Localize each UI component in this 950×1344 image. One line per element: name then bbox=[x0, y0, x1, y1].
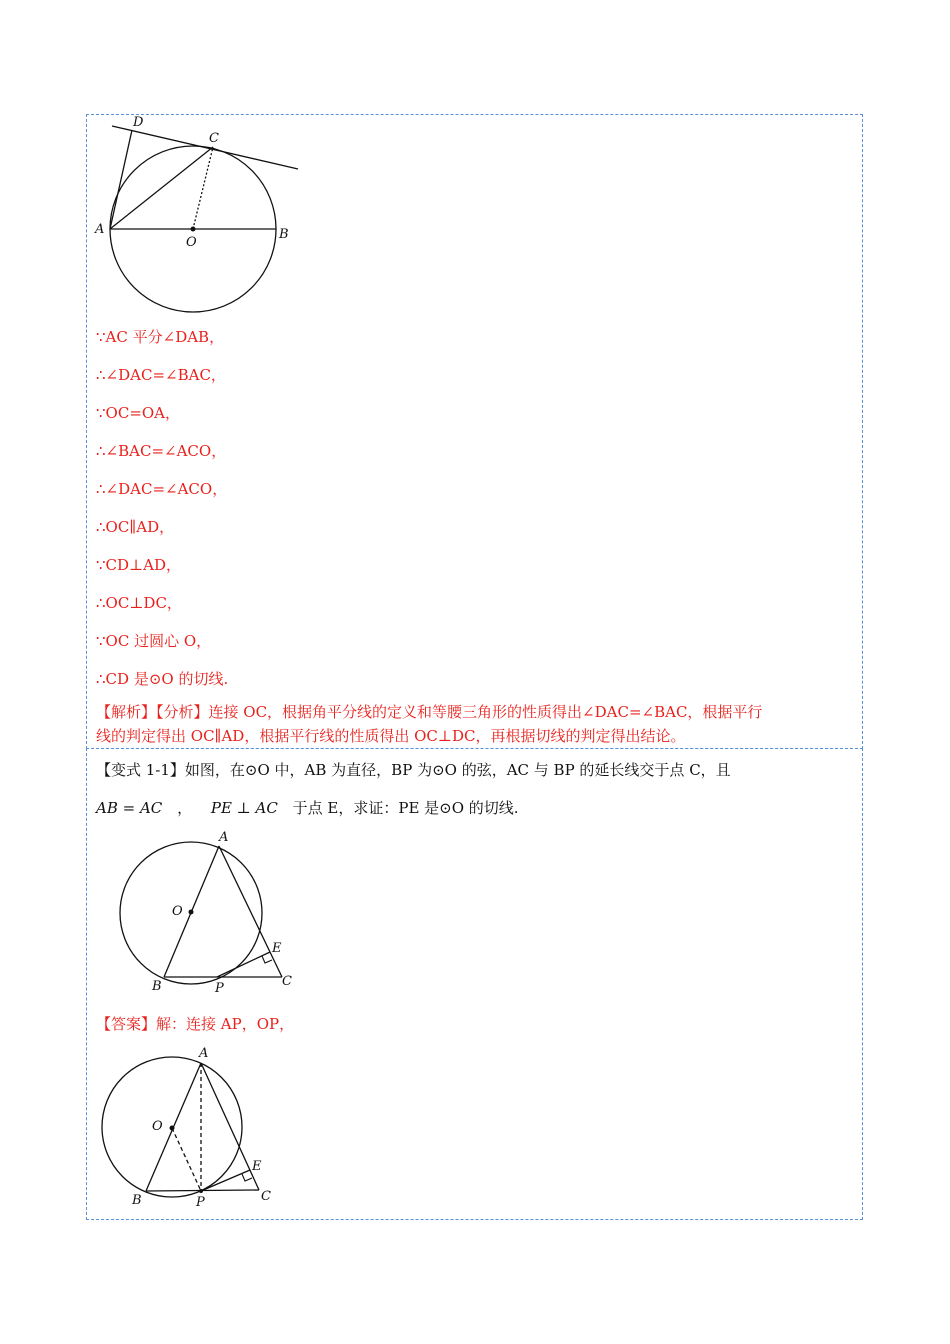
figure-tangent-cd bbox=[90, 110, 310, 320]
label-p: P bbox=[196, 1195, 205, 1210]
tangent-line-dc bbox=[112, 126, 298, 169]
segment-pe bbox=[201, 1170, 250, 1191]
proof-line: ∴OC⊥DC， bbox=[96, 594, 182, 612]
label-o: O bbox=[172, 904, 183, 919]
label-o: O bbox=[152, 1119, 163, 1134]
variant-statement-line-2 bbox=[96, 798, 519, 818]
label-c: C bbox=[209, 131, 219, 146]
right-angle-mark bbox=[242, 1174, 252, 1181]
math-ab-eq-ac: AB = AC bbox=[96, 799, 163, 817]
figure-variant bbox=[110, 826, 310, 998]
variant-statement-rest: 于点 E，求证：PE 是⊙O 的切线. bbox=[292, 799, 519, 817]
analysis-line-2: 线的判定得出 OC∥AD，根据平行线的性质得出 OC⊥DC，再根据切线的判定得出结论。 bbox=[96, 727, 686, 745]
segment-ac bbox=[201, 1063, 259, 1190]
proof-line: ∴OC∥AD， bbox=[96, 518, 175, 536]
proof-line: ∴∠BAC=∠ACO， bbox=[96, 442, 227, 460]
label-a: A bbox=[95, 222, 105, 237]
separator: ， bbox=[177, 799, 193, 817]
center-point-o bbox=[170, 1126, 175, 1131]
proof-line: ∵AC 平分∠DAB， bbox=[96, 328, 225, 346]
answer-text: 解：连接 AP，OP， bbox=[156, 1015, 295, 1033]
label-b: B bbox=[132, 1193, 142, 1208]
answer-prefix: 【答案】 bbox=[96, 1015, 157, 1033]
segment-ac bbox=[219, 846, 282, 977]
label-b: B bbox=[152, 979, 162, 994]
figure-answer bbox=[92, 1040, 292, 1212]
proof-line: ∴∠DAC=∠BAC， bbox=[96, 366, 226, 384]
proof-line: ∵OC=OA， bbox=[96, 404, 181, 422]
point-p bbox=[199, 1189, 203, 1193]
label-a: A bbox=[199, 1046, 209, 1061]
variant-statement-line-1: 【变式 1-1】如图，在⊙O 中，AB 为直径，BP 为⊙O 的弦，AC 与 BP 的延长线交于点 C，且 bbox=[96, 761, 731, 779]
proof-line: ∴∠DAC=∠ACO， bbox=[96, 480, 228, 498]
center-point-o bbox=[189, 910, 194, 915]
analysis-line-1: 【解析】【分析】连接 OC，根据角平分线的定义和等腰三角形的性质得出∠DAC=∠BAC，根据平行 bbox=[96, 703, 763, 721]
label-c: C bbox=[261, 1189, 271, 1204]
right-angle-mark bbox=[262, 956, 272, 963]
segment-oc-dotted bbox=[193, 147, 213, 229]
label-c: C bbox=[282, 974, 292, 989]
math-pe-perp-ac: PE ⊥ AC bbox=[210, 799, 278, 817]
segment-pe bbox=[217, 952, 270, 977]
segment-op-dashed bbox=[172, 1128, 201, 1191]
label-e: E bbox=[272, 941, 282, 956]
label-o: O bbox=[186, 235, 197, 250]
proof-line: ∴CD 是⊙O 的切线. bbox=[96, 670, 229, 688]
label-b: B bbox=[279, 227, 289, 242]
label-a: A bbox=[219, 830, 229, 845]
answer-line bbox=[96, 1014, 294, 1034]
label-d: D bbox=[133, 115, 144, 130]
proof-line: ∵OC 过圆心 O， bbox=[96, 632, 212, 650]
center-point-o bbox=[191, 227, 196, 232]
label-p: P bbox=[215, 981, 224, 996]
proof-line: ∵CD⊥AD， bbox=[96, 556, 182, 574]
label-e: E bbox=[252, 1159, 262, 1174]
